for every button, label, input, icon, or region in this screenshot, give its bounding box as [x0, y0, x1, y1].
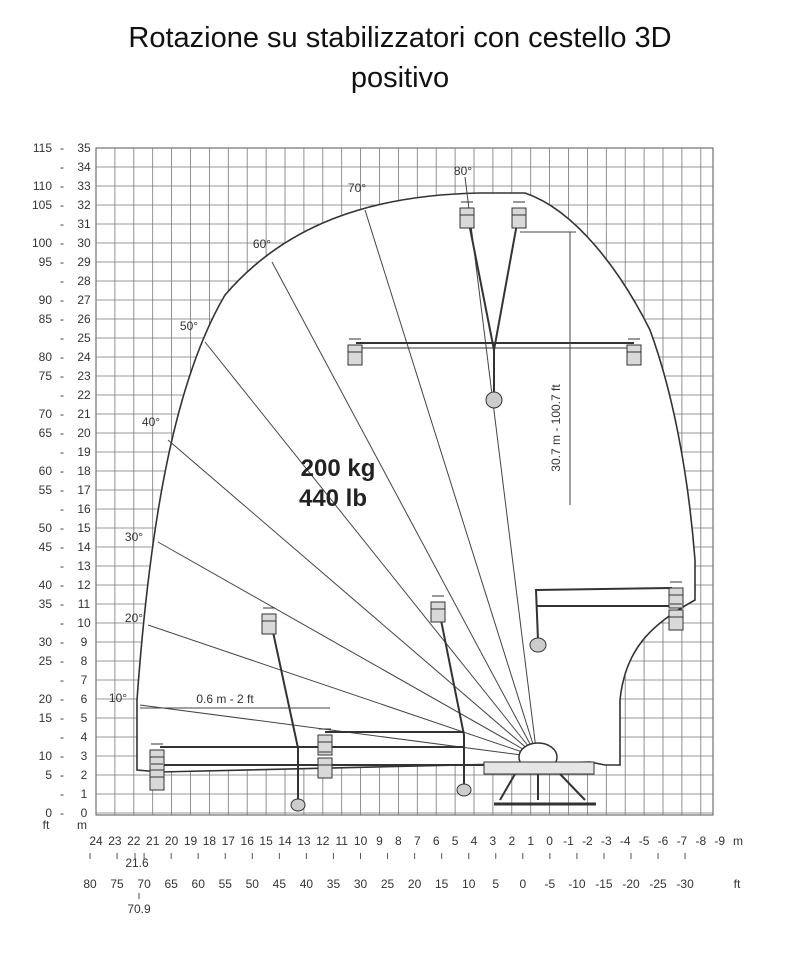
y-tick-label-ft: 90	[38, 293, 52, 307]
y-tick-separator: -	[60, 312, 64, 326]
vertical-annotation: 30.7 m - 100.7 ft	[549, 384, 563, 472]
x-tick-label-ft: 20	[407, 877, 422, 891]
y-tick-label-m: 9	[80, 635, 88, 649]
y-tick-label-m: 13	[77, 559, 91, 573]
y-tick-label-ft: 115	[32, 141, 52, 155]
x-tick-label-m: 4	[470, 834, 478, 848]
y-tick-label-ft: 105	[31, 198, 52, 212]
y-tick-separator: -	[60, 426, 64, 440]
y-tick-label-m: 4	[80, 730, 88, 744]
y-tick-label-m: 34	[77, 160, 91, 174]
y-tick-separator: -	[60, 217, 64, 231]
x-tick-label-m: 22	[127, 834, 141, 848]
y-tick-label-ft: 100	[31, 236, 52, 250]
x-tick-label-ft: 80	[83, 877, 97, 891]
y-tick-separator: -	[60, 749, 64, 763]
x-tick-label-m: -6	[657, 834, 669, 848]
y-tick-label-ft: 70	[38, 407, 52, 421]
extra-label-ft: 70.9	[127, 902, 151, 916]
x-tick-label-m: 2	[508, 834, 516, 848]
y-tick-label-ft: 50	[38, 521, 52, 535]
y-tick-separator: -	[60, 768, 64, 782]
x-tick-label-m: 14	[278, 834, 292, 848]
y-tick-separator: -	[60, 160, 64, 174]
y-tick-label-m: 7	[80, 673, 88, 687]
x-tick-label-m: 1	[527, 834, 535, 848]
title-line-2: positivo	[350, 62, 450, 94]
y-tick-label-m: 11	[77, 597, 91, 611]
angle-label: 80°	[453, 164, 473, 178]
x-tick-label-m: 11	[335, 834, 348, 848]
x-tick-label-m: -3	[600, 834, 612, 848]
y-tick-label-m: 35	[77, 141, 91, 155]
y-tick-label-ft: 0	[45, 806, 52, 820]
y-tick-label-m: 33	[77, 179, 91, 193]
y-tick-separator: -	[60, 540, 64, 554]
y-tick-label-m: 19	[77, 445, 91, 459]
y-tick-label-m: 23	[77, 369, 91, 383]
y-tick-label-ft: 65	[38, 426, 52, 440]
envelope-outline	[137, 193, 695, 772]
y-tick-label-ft: 55	[38, 483, 52, 497]
y-tick-label-m: 20	[77, 426, 91, 440]
y-tick-label-m: 21	[77, 407, 91, 421]
y-tick-separator: -	[60, 616, 64, 630]
y-tick-label-m: 18	[77, 464, 91, 478]
y-tick-label-ft: 10	[38, 749, 52, 763]
x-tick-label-m: -2	[582, 834, 593, 848]
boom-joint	[457, 784, 471, 796]
basket-body	[512, 208, 526, 228]
y-tick-label-m: 16	[77, 502, 91, 516]
y-tick-separator: -	[60, 274, 64, 288]
y-tick-label-m: 12	[77, 578, 91, 592]
chassis	[484, 762, 594, 774]
x-tick-label-m: -8	[695, 834, 707, 848]
x-tick-label-ft: 50	[245, 877, 259, 891]
x-tick-label-m: -1	[563, 834, 574, 848]
y-tick-label-ft: 110	[32, 179, 52, 193]
x-tick-label-m: 17	[221, 834, 235, 848]
x-tick-label-m: 7	[413, 834, 421, 848]
y-tick-label-ft: 80	[38, 350, 52, 364]
x-tick-label-m: 24	[89, 834, 103, 848]
y-tick-separator: -	[60, 502, 64, 516]
basket-body	[150, 770, 164, 790]
y-tick-separator: -	[60, 597, 64, 611]
outrigger-leg	[500, 774, 515, 800]
y-tick-label-m: 8	[80, 654, 88, 668]
y-tick-label-ft: 60	[38, 464, 52, 478]
y-tick-separator: -	[60, 730, 64, 744]
y-tick-label-ft: 85	[38, 312, 52, 326]
angle-label: 10°	[108, 691, 128, 705]
x-tick-label-ft: 10	[462, 877, 476, 891]
y-tick-label-m: 0	[80, 806, 88, 820]
y-tick-label-ft: 20	[38, 692, 52, 706]
basket-body	[150, 750, 164, 770]
y-tick-label-m: 29	[77, 255, 91, 269]
y-tick-separator: -	[60, 692, 64, 706]
angle-label: 40°	[141, 415, 161, 429]
y-tick-separator: -	[60, 331, 64, 345]
x-tick-label-ft: 25	[380, 877, 395, 891]
working-envelope	[137, 193, 695, 772]
y-tick-label-m: 14	[77, 540, 91, 554]
outrigger-leg	[560, 774, 585, 800]
y-tick-label-m: 27	[77, 293, 91, 307]
angle-label: 70°	[347, 181, 367, 195]
y-tick-separator: -	[60, 673, 64, 687]
y-tick-separator: -	[60, 559, 64, 573]
x-tick-label-m: -5	[638, 834, 650, 848]
offset-annotation: 0.6 m - 2 ft	[196, 692, 254, 706]
y-tick-label-m: 24	[77, 350, 91, 364]
x-tick-label-m: 13	[297, 834, 311, 848]
y-tick-separator: -	[60, 350, 64, 364]
basket-body	[669, 588, 683, 608]
x-tick-label-m: -7	[676, 834, 688, 848]
y-tick-label-m: 3	[80, 749, 88, 763]
x-tick-label-ft: 40	[299, 877, 314, 891]
x-tick-label-m: 21	[146, 834, 160, 848]
y-tick-label-m: 6	[80, 692, 88, 706]
y-axis-unit-ft: ft	[42, 818, 50, 832]
y-tick-label-m: 10	[77, 616, 91, 630]
x-tick-label-ft: -10	[568, 877, 586, 891]
y-tick-separator: -	[60, 293, 64, 307]
y-tick-separator: -	[60, 806, 64, 820]
y-tick-label-m: 17	[77, 483, 91, 497]
x-axis-unit-m: m	[733, 834, 743, 848]
x-tick-label-m: 5	[451, 834, 459, 848]
x-tick-label-m: 9	[376, 834, 383, 848]
x-tick-label-m: 6	[432, 834, 440, 848]
y-tick-separator: -	[60, 464, 64, 478]
y-tick-label-m: 30	[77, 236, 91, 250]
x-tick-label-ft: 75	[110, 877, 124, 891]
basket-body	[348, 345, 362, 365]
load-capacity-lb: 440 lb	[298, 485, 368, 512]
y-tick-separator: -	[60, 236, 64, 250]
angle-label: 30°	[124, 530, 144, 544]
basket-body	[669, 610, 683, 630]
y-axis-unit-m: m	[77, 818, 87, 832]
y-tick-separator: -	[60, 198, 64, 212]
x-tick-label-ft: 60	[191, 877, 205, 891]
y-tick-label-m: 22	[77, 388, 91, 402]
x-tick-label-ft: -25	[649, 877, 667, 891]
y-tick-separator: -	[60, 179, 64, 193]
y-tick-label-ft: 30	[38, 635, 52, 649]
load-capacity-kg: 200 kg	[300, 455, 376, 482]
x-tick-label-m: -9	[714, 834, 726, 848]
y-tick-separator: -	[60, 483, 64, 497]
title-line-1: Rotazione su stabilizzatori con cestello 3D	[128, 22, 672, 54]
x-tick-label-m: 15	[259, 834, 273, 848]
x-axis-unit-ft: ft	[733, 877, 741, 891]
boom-joint	[530, 638, 546, 652]
x-tick-label-m: 0	[546, 834, 553, 848]
y-tick-label-ft: 25	[38, 654, 52, 668]
x-tick-label-m: 18	[202, 834, 217, 848]
x-tick-label-ft: -20	[622, 877, 640, 891]
x-tick-label-m: 16	[240, 834, 254, 848]
y-tick-separator: -	[60, 711, 64, 725]
y-tick-label-m: 15	[77, 521, 91, 535]
y-tick-separator: -	[60, 141, 64, 155]
y-tick-label-m: 31	[77, 217, 91, 231]
angle-label: 50°	[179, 319, 199, 333]
x-tick-label-m: 12	[316, 834, 330, 848]
y-tick-label-m: 5	[80, 711, 88, 725]
x-tick-label-ft: 15	[434, 877, 449, 891]
basket-body	[262, 614, 276, 634]
x-tick-label-m: 19	[183, 834, 198, 848]
extra-label-m: 21.6	[125, 856, 149, 870]
x-tick-label-m: 23	[108, 834, 122, 848]
angle-label: 20°	[124, 611, 144, 625]
x-tick-label-ft: 30	[353, 877, 368, 891]
y-tick-label-ft: 45	[38, 540, 52, 554]
basket-body	[318, 758, 332, 778]
y-tick-label-ft: 75	[38, 369, 52, 383]
y-tick-separator: -	[60, 521, 64, 535]
x-tick-label-ft: -5	[544, 877, 556, 891]
y-tick-label-m: 32	[77, 198, 91, 212]
y-tick-label-ft: 15	[38, 711, 52, 725]
x-tick-label-m: -4	[619, 834, 631, 848]
y-tick-separator: -	[60, 388, 64, 402]
x-tick-label-ft: 35	[326, 877, 341, 891]
y-tick-label-ft: 5	[45, 768, 52, 782]
y-tick-separator: -	[60, 635, 64, 649]
y-tick-label-ft: 35	[38, 597, 52, 611]
x-tick-label-ft: 55	[218, 877, 232, 891]
y-tick-separator: -	[60, 255, 64, 269]
y-tick-label-m: 1	[80, 787, 88, 801]
x-tick-label-m: 3	[489, 834, 497, 848]
x-tick-label-ft: 70	[137, 877, 151, 891]
y-tick-separator: -	[60, 654, 64, 668]
x-tick-label-m: 10	[353, 834, 368, 848]
y-tick-label-ft: 40	[38, 578, 52, 592]
y-tick-separator: -	[60, 787, 64, 801]
boom-joint	[486, 392, 502, 408]
y-tick-label-m: 28	[77, 274, 91, 288]
y-tick-separator: -	[60, 445, 64, 459]
y-tick-label-ft: 95	[38, 255, 52, 269]
y-tick-label-m: 26	[77, 312, 91, 326]
angle-label: 60°	[252, 237, 272, 251]
y-tick-separator: -	[60, 578, 64, 592]
x-tick-label-ft: -15	[595, 877, 613, 891]
x-tick-label-m: 20	[164, 834, 179, 848]
y-tick-label-m: 2	[80, 768, 88, 782]
x-tick-label-ft: 5	[492, 877, 500, 891]
basket-body	[431, 602, 445, 622]
y-tick-separator: -	[60, 407, 64, 421]
x-tick-label-ft: -30	[676, 877, 694, 891]
y-tick-separator: -	[60, 369, 64, 383]
x-tick-label-ft: 65	[164, 877, 178, 891]
x-tick-label-m: 8	[395, 834, 402, 848]
x-tick-label-ft: 0	[519, 877, 527, 891]
basket-body	[627, 345, 641, 365]
basket-body	[460, 208, 474, 228]
x-tick-label-ft: 45	[272, 877, 287, 891]
y-tick-label-m: 25	[77, 331, 91, 345]
boom-joint	[291, 799, 305, 811]
